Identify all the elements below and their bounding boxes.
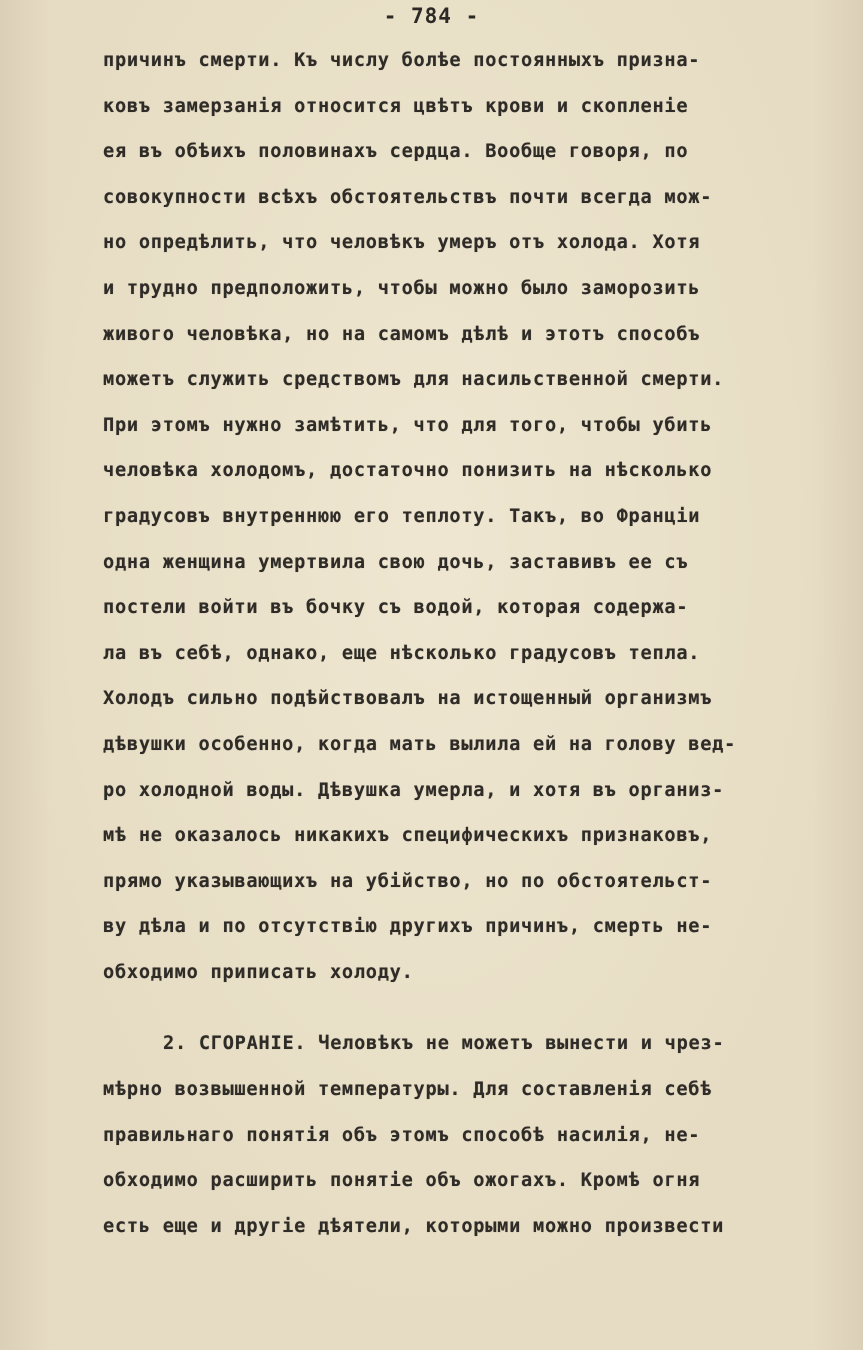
text-line: ковъ замерзанія относится цвѣтъ крови и скопленіе [103,95,689,117]
text-line: но опредѣлить, что человѣкъ умеръ отъ холода. Хотя [103,232,701,254]
text-line: дѣвушки особенно, когда мать вылила ей на голову вед- [103,733,737,755]
text-line: ла въ себѣ, однако, еще нѣсколько градусовъ тепла. [103,642,701,664]
text-line: При этомъ нужно замѣтить, что для того, чтобы убить [103,414,713,436]
page-number: - 784 - [383,4,480,28]
text-line: градусовъ внутреннюю его теплоту. Такъ, во Франціи [103,505,701,527]
paragraph-1 [103,38,838,995]
text-line: мѣрно возвышенной температуры. Для составленія себѣ [103,1079,713,1101]
text-line: причинъ смерти. Къ числу болѣе постоянныхъ призна- [103,50,701,71]
paragraph-gap [103,995,838,1021]
text-line: одна женщина умертвила свою дочь, заставивъ ее съ [103,551,689,573]
text-line: ро холодной воды. Дѣвушка умерла, и хотя въ организ- [103,779,725,801]
text-line: мѣ не оказалось никакихъ специфическихъ признаковъ, [103,825,713,847]
body-text [103,38,838,1249]
section-heading-line: 2. СГОРАНІЕ. Человѣкъ не можетъ вынести и чрез- [163,1033,725,1055]
text-line: живого человѣка, но на самомъ дѣлѣ и этотъ способъ [103,323,701,345]
text-line: обходимо расширить понятіе объ ожогахъ. Кромѣ огня [103,1170,701,1192]
text-line: правильнаго понятія объ этомъ способѣ насилія, не- [103,1124,701,1146]
text-line: есть еще и другіе дѣятели, которыми можно произвести [103,1215,725,1237]
text-line: совокупности всѣхъ обстоятельствъ почти всегда мож- [103,186,713,208]
text-line: прямо указывающихъ на убійство, но по обстоятельст- [103,870,713,892]
text-line: ея въ обѣихъ половинахъ сердца. Вообще говоря, по [103,141,689,163]
text-line: можетъ служить средствомъ для насильственной смерти. [103,369,725,391]
paragraph-2 [103,1021,838,1249]
text-line: и трудно предположить, чтобы можно было заморозить [103,277,701,299]
text-line: ву дѣла и по отсутствію другихъ причинъ, смерть не- [103,916,713,938]
text-line: человѣка холодомъ, достаточно понизить на нѣсколько [103,460,713,482]
text-line: постели войти въ бочку съ водой, которая содержа- [103,597,689,619]
text-line: Холодъ сильно подѣйствовалъ на истощенный организмъ [103,688,713,710]
text-line: обходимо приписать холоду. [103,961,414,983]
